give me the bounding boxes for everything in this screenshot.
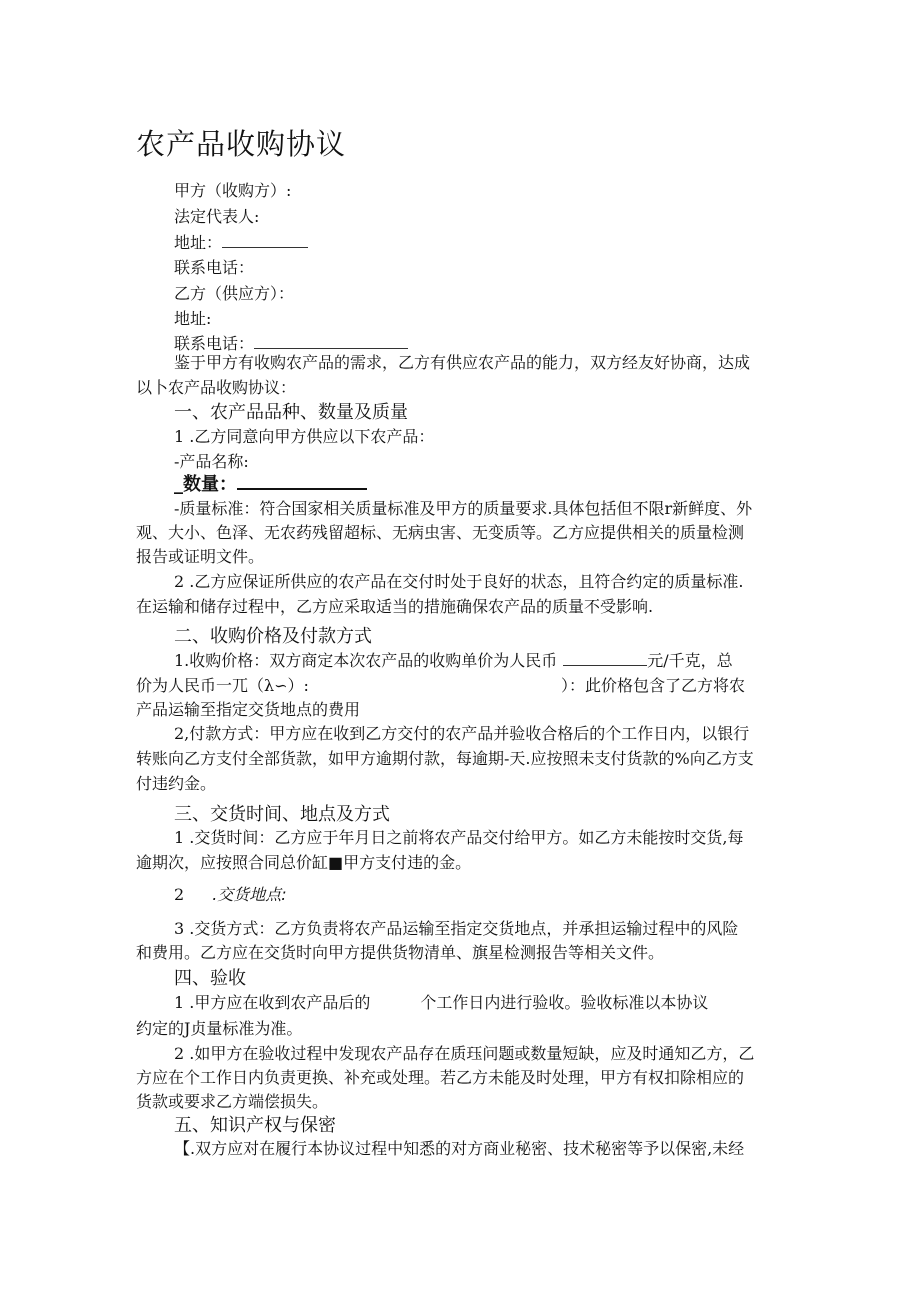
price-line-1 xyxy=(174,650,733,672)
payment-line-2: 转账向乙方支付全部货款，如甲方逾期付款，每逾期-天.应按照未支付货款的%向乙方支 xyxy=(136,749,754,768)
quality-standard-1: -质量标准：符合国家相关质量标准及甲方的质量要求.具体包括但不限r新鲜度、外 xyxy=(174,499,753,518)
address-blank xyxy=(222,233,308,248)
section-3-heading: 三、交货时间、地点及方式 xyxy=(174,804,390,825)
party-a-label: 甲方（收购方）: xyxy=(174,181,292,200)
quantity-label: _数量： xyxy=(174,474,237,495)
payment-line-1: 2,付款方式：甲方应在收到乙方交付的农产品并验收合格后的个工作日内，以银行 xyxy=(174,724,750,743)
delivery-place-label: .交货地点: xyxy=(212,885,287,904)
section-1-item-2-line-1: 2 .乙方应保证所供应的农产品在交付时处于良好的状态，且符合约定的质量标准. xyxy=(174,572,744,591)
preamble-line-1: 鉴于甲方有收购农产品的需求，乙方有供应农产品的能力，双方经友好协商，达成 xyxy=(174,353,751,372)
inspection-1-line-2: 约定的J贞量标准为准。 xyxy=(136,1019,303,1038)
party-b-address: 地址: xyxy=(174,309,212,328)
price-total-label: 价为人民币一兀（λ∽）: xyxy=(136,676,309,695)
document-title: 农产品收购协议 xyxy=(136,127,347,161)
confidentiality-1: 【.双方应对在履行本协议过程中知悉的对方商业秘密、技术秘密等予以保密,未经 xyxy=(174,1139,745,1158)
quantity-line xyxy=(174,473,367,497)
address-label: 地址： xyxy=(174,233,223,252)
party-a-address xyxy=(174,232,308,254)
quality-standard-3: 报告或证明文件。 xyxy=(136,547,265,566)
product-name-label: -产品名称: xyxy=(174,452,249,471)
inspection-2-line-2: 方应在个工作日内负责更换、补充或处理。若乙方未能及时处理，甲方有权扣除相应的 xyxy=(136,1068,745,1087)
phone-label: 联系电话： xyxy=(174,334,255,353)
delivery-time-2: 逾期次，应按照合同总价缸■甲方支付违的金。 xyxy=(136,853,472,872)
unit-price-blank xyxy=(563,651,647,666)
preamble-line-2: 以卜农产品收购协议： xyxy=(136,378,297,397)
price-total-note: ）：此价格包含了乙方将农 xyxy=(560,676,745,695)
quality-standard-2: 观、大小、色泽、无农药残留超标、无病虫害、无变质等。乙方应提供相关的质量检测 xyxy=(136,523,745,542)
section-5-heading: 五、知识产权与保密 xyxy=(174,1115,336,1136)
delivery-place xyxy=(174,884,287,906)
delivery-method-1: 3 .交货方式：乙方负责将农产品运输至指定交货地点，并承担运输过程中的风险 xyxy=(174,919,739,938)
party-b-label: 乙方（供应方）： xyxy=(174,284,295,303)
section-2-heading: 二、收购价格及付款方式 xyxy=(174,626,372,647)
inspection-1-text-a: 1 .甲方应在收到农产品后的 xyxy=(174,993,371,1012)
price-line-2 xyxy=(136,675,745,697)
delivery-method-2: 和费用。乙方应在交货时向甲方提供货物清单、旗星检测报告等相关文件。 xyxy=(136,943,665,962)
inspection-1-line-1 xyxy=(174,992,708,1014)
price-line-3: 产品运输至指定交货地点的费用 xyxy=(136,700,361,719)
delivery-place-number: 2 xyxy=(174,885,185,904)
delivery-time-1: 1 .交货时间：乙方应于年月日之前将农产品交付给甲方。如乙方未能按时交货,每 xyxy=(174,828,744,847)
quantity-blank xyxy=(237,474,367,490)
phone-blank xyxy=(254,334,408,349)
payment-line-3: 付违约金。 xyxy=(136,774,217,793)
party-a-phone: 联系电话： xyxy=(174,258,255,277)
section-4-heading: 四、验收 xyxy=(174,968,246,989)
section-1-heading: 一、农产品品种、数量及质量 xyxy=(174,402,408,423)
inspection-2-line-1: 2 .如甲方在验收过程中发现农产品存在质珏问题或数量短缺，应及时通知乙方，乙 xyxy=(174,1044,755,1063)
price-text-b: 元/千克，总 xyxy=(647,651,733,670)
inspection-2-line-3: 货款或要求乙方端偿损失。 xyxy=(136,1092,329,1111)
section-1-item-1: 1 .乙方同意向甲方供应以下农产品： xyxy=(174,427,435,446)
section-1-item-2-line-2: 在运输和储存过程中，乙方应采取适当的措施确保农产品的质量不受影响. xyxy=(136,597,654,616)
legal-rep-label: 法定代表人: xyxy=(174,207,260,226)
inspection-1-text-b: 个工作日内进行验收。验收标准以本协议 xyxy=(420,993,709,1012)
price-text-a: 1.收购价格：双方商定本次农产品的收购单价为人民币 xyxy=(174,651,558,670)
